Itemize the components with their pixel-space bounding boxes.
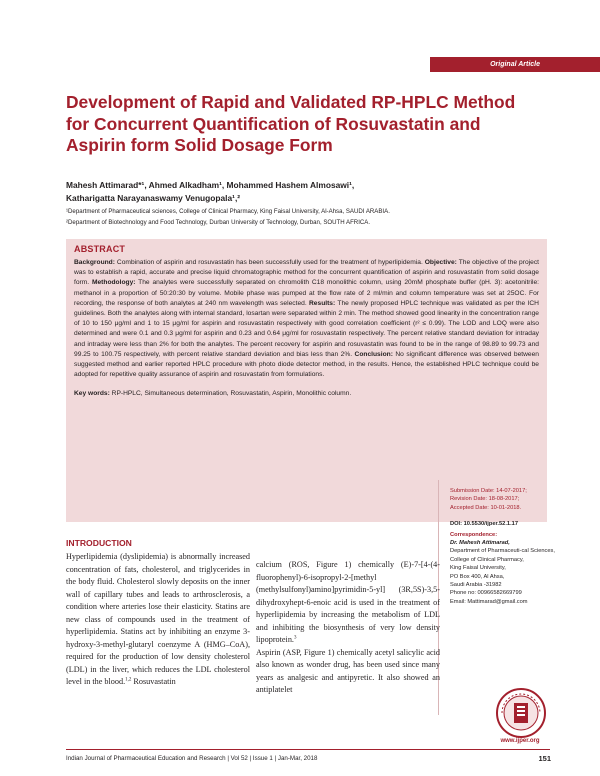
authors-line-2: Katharigatta Narayanaswamy Venugopala¹,² bbox=[66, 192, 241, 203]
correspondence-university: King Faisal University, bbox=[450, 565, 506, 572]
background-label: Background: bbox=[74, 259, 115, 266]
abstract-box bbox=[66, 239, 547, 522]
intro-paragraph-1-cont: calcium (ROS, Figure 1) chemically (E)-7-[4-(4-fluorophenyl)-6-isopropyl-2-[methyl (methylsulfonyl)amino]pyrimidin-5-yl] (3R,5S)-3,5-dihydroxyhept-6-enoic acid is used in the treatment of hyperlipidemia by increasing the metabolism of LDL and inhibiting the biosynthesis of very low density lipoprotein. bbox=[256, 560, 440, 645]
citation-1-2[interactable]: 1,2 bbox=[125, 677, 132, 683]
page-number: 151 bbox=[538, 754, 551, 763]
affiliation-2: ²Department of Biotechnology and Food Technology, Durban University of Technology, Durban, SOUTH AFRICA. bbox=[66, 218, 371, 226]
accepted-date: Accepted Date: 10-01-2018. bbox=[450, 504, 522, 511]
abstract-body bbox=[74, 258, 539, 380]
intro-paragraph-1: Hyperlipidemia (dyslipidemia) is abnormally increased concentration of fats, cholesterol, and triglycerides in the body fluid. Cholesterol slowly deposits on the inner wall of capillary tubes and leads to arthrosclerosis, a condition where arteries lose their elasticity. Statins are new class of compounds used in the treatment of hyperlipidemia. Statins act by inhibiting an enzyme 3-hydroxy-3-methyl-glutaryl coenzyme A (HMG–CoA), required for the production of low density cholesterol (LDL) in the liver, which reduces the LDL cholesterol level in the blood. bbox=[66, 552, 250, 687]
correspondence-country: Saudi Arabia -31982 bbox=[450, 582, 502, 589]
journal-website-link[interactable]: www.ijper.org bbox=[500, 738, 540, 744]
author-list bbox=[66, 179, 546, 204]
correspondence-phone: Phone no: 00966582669799 bbox=[450, 590, 522, 597]
intro-paragraph-2: Aspirin (ASP, Figure 1) chemically acetyl salicylic acid also known as wonder drug, has been used since many years as analgesic and antipyretic. It also showed an antiplatelet bbox=[256, 647, 440, 695]
abstract-heading: ABSTRACT bbox=[74, 244, 126, 254]
conclusion-text: No significant difference was observed between suggested method and earlier reported HPLC procedure with photo diode detector method, in the results. Hence, the established HPLC technique could be adopted for repetitive quality assurance of aspirin and rosuvastatin from formulations. bbox=[74, 350, 539, 379]
article-title: Development of Rapid and Validated RP-HPLC Method for Concurrent Quantification of Rosuvastatin and Aspirin form Solid Dosage Form bbox=[66, 92, 516, 155]
journal-footer: Indian Journal of Pharmaceutical Education and Research | Vol 52 | Issue 1 | Jan-Mar, 2018 bbox=[66, 755, 318, 762]
introduction-heading: INTRODUCTION bbox=[66, 538, 132, 548]
citation-3[interactable]: 3 bbox=[293, 635, 297, 641]
correspondence-dept: Department of Pharmaceuti-cal Sciences, College of Clinical Pharmacy, bbox=[450, 548, 555, 563]
submission-date: Submission Date: 14-07-2017; bbox=[450, 488, 527, 494]
ijper-logo-icon bbox=[494, 686, 548, 740]
keywords bbox=[74, 389, 414, 399]
correspondence-email[interactable]: Email: Mattimarad@gmail.com bbox=[450, 598, 528, 605]
methodology-text: The analytes were successfully separated on chromolith C18 monolithic column, using 20mM phosphate buffer (pH. 3): acetonitrile: methanol in a proportion of 50:20:30 by volume. Mobile phase was pumped at the flow rate of 2 ml/min and column temperature was set at 25OC. For recording, the response of both analytes at 240 nm wavelength was selected. bbox=[74, 279, 539, 307]
correspondence-label: Correspondence: bbox=[450, 531, 498, 538]
article-dates bbox=[450, 487, 570, 512]
objective-label: Objective: bbox=[424, 259, 457, 266]
methodology-label: Methodology: bbox=[91, 279, 136, 287]
keywords-label: Key words: bbox=[74, 390, 110, 398]
keywords-text: RP-HPLC, Simultaneous determination, Rosuvastatin, Aspirin, Monolithic column. bbox=[109, 390, 352, 398]
background-text: Combination of aspirin and rosuvastatin has been successfully used for the treatment of hyperlipidemia. bbox=[114, 259, 425, 266]
results-label: Results: bbox=[309, 299, 336, 307]
correspondence-po-box: PO Box 400, Al Ahsa, bbox=[450, 573, 505, 580]
correspondence-name: Dr. Mahesh Attimarad, bbox=[450, 540, 510, 547]
results-text: The newly proposed HPLC technique was validated as per the ICH guidelines. Both the analytes along with internal standard, losartan were separated within 2 min. The method showed good linearity in the concentration range of 10 to 150 μg/ml and 1 to 15 μg/ml for aspirin and rosuvastatin respectively with good correlation coefficient (r² ≤ 0.99). The LOD and LOQ were also determined and were 0.1 and 0.3 μg/ml for aspirin and 0.23 and 0.64 μg/ml for rosuvastatin respectively. The percent relative standard deviation for intraday and intraday were less than 2% for both the analytes. The percent recovery for aspirin and rosuvastatin was found to be in the range of 98.89 to 99.73 and 99.25 to 100.75 respectively, with percent relative standard deviation and bias less than 2%. bbox=[74, 299, 539, 358]
affiliation-1: ¹Department of Pharmaceutical sciences, College of Clinical Pharmacy, King Faisal University, Al-Ahsa, SAUDI ARABIA. bbox=[66, 208, 390, 215]
intro-paragraph-1-tail: Rosuvastatin bbox=[131, 677, 176, 687]
objective-text: The objective of the project was to establish a rapid, accurate and precise liquid chromatographic method for the concurrent quantification of aspirin and rosuvastatin from solid dosage form. bbox=[74, 259, 539, 287]
intro-column-left bbox=[66, 551, 250, 689]
authors-line-1: Mahesh Attimarad*¹, Ahmed Alkadham¹, Mohammed Hashem Almosawi¹, bbox=[66, 180, 355, 190]
footer-rule bbox=[66, 749, 550, 750]
affiliations bbox=[66, 207, 546, 228]
conclusion-label: Conclusion: bbox=[354, 350, 393, 358]
article-info-sidebar bbox=[450, 487, 570, 606]
doi[interactable]: DOI: 10.5530/ijper.52.1.17 bbox=[450, 521, 518, 528]
revision-date: Revision Date: 18-08-2017; bbox=[450, 496, 520, 503]
intro-column-right bbox=[256, 559, 440, 697]
article-type-badge: Original Article bbox=[430, 57, 600, 72]
